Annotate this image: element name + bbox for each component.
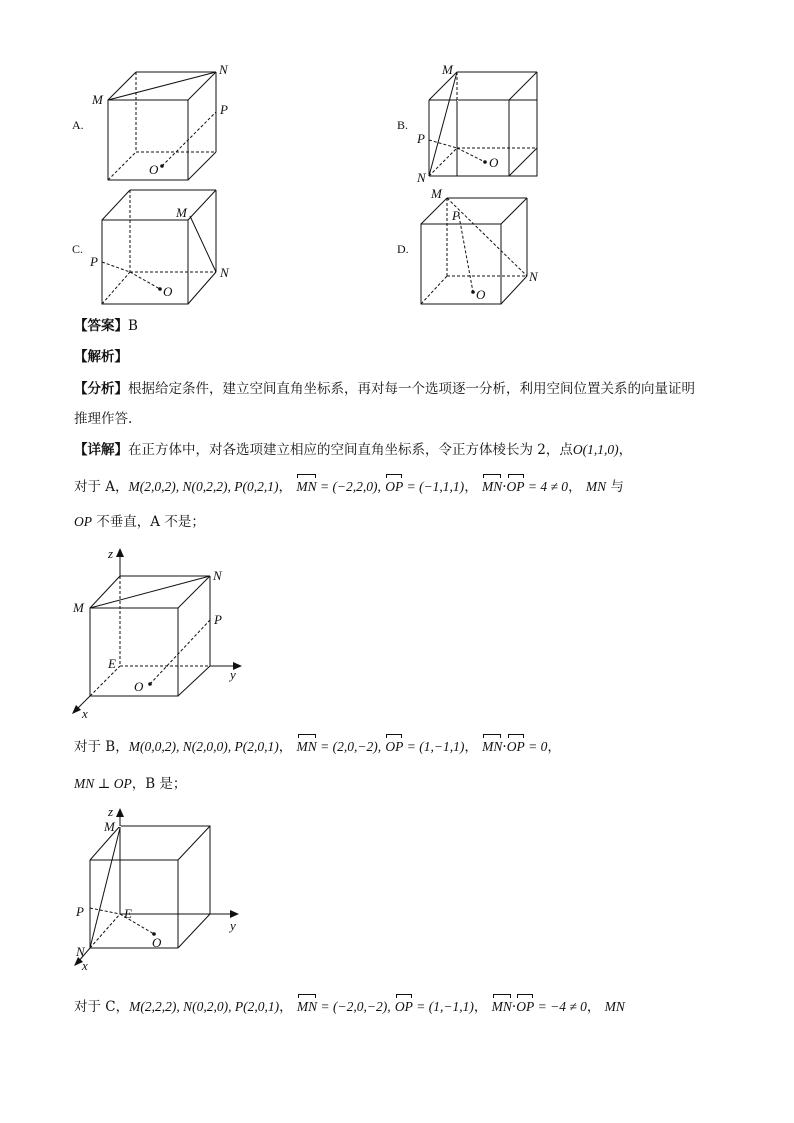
option-a-label: A.	[72, 118, 84, 132]
option-d-figure	[395, 186, 575, 311]
fenxi-tag: 【分析】	[74, 381, 128, 397]
svg-text:N: N	[220, 265, 229, 280]
detail-point: O(1,1,0)	[572, 442, 619, 457]
svg-text:M: M	[176, 205, 187, 220]
case-b-line-2: MN ⊥ OP，B 是；	[74, 776, 187, 792]
svg-text:O: O	[489, 155, 499, 170]
answer-value: B	[128, 318, 138, 334]
svg-text:y: y	[230, 918, 236, 933]
option-b-label: B.	[397, 118, 409, 132]
case-a-line: 对于 A，M(2,0,2), N(0,2,2), P(0,2,1)， MN = (−2,2,0), OP = (−1,1,1)， MN·OP = 4 ≠ 0， MN 与	[74, 479, 624, 495]
answer-line	[74, 316, 138, 336]
detail-line: 【详解】在正方体中，对各选项建立相应的空间直角坐标系，令正方体棱长为 2，点O(1,1,0)，	[74, 442, 633, 458]
svg-text:O: O	[476, 287, 486, 302]
detail-tag: 【详解】	[74, 442, 128, 458]
svg-text:x: x	[82, 958, 88, 973]
option-c-figure	[70, 186, 250, 311]
svg-text:P: P	[452, 208, 460, 223]
fenxi-text-2: 推理作答.	[74, 411, 133, 427]
svg-text:z: z	[108, 546, 114, 561]
svg-text:z: z	[108, 804, 114, 819]
option-c-label: C.	[72, 242, 84, 256]
answer-tag: 【答案】	[74, 318, 128, 334]
fenxi-line	[74, 379, 695, 399]
case-b-line: 对于 B，M(0,0,2), N(2,0,0), P(2,0,1)， MN = (2,0,−2), OP = (1,−1,1)， MN·OP = 0，	[74, 739, 561, 755]
svg-text:N: N	[213, 568, 222, 583]
analysis-tag: 【解析】	[74, 349, 128, 365]
case-c-coords: M(2,2,2), N(0,2,0), P(2,0,1)	[129, 999, 280, 1014]
svg-text:M: M	[431, 186, 442, 201]
vector-op: OP	[385, 477, 403, 497]
svg-text:O: O	[149, 162, 159, 177]
option-b-figure	[395, 62, 575, 187]
svg-text:M: M	[73, 600, 84, 615]
option-a-figure	[70, 62, 250, 187]
svg-text:P: P	[214, 612, 222, 627]
case-b-coords: M(0,0,2), N(2,0,0), P(2,0,1)	[128, 739, 279, 754]
case-a-line-2: OP 不垂直，A 不是；	[74, 514, 205, 530]
option-d-label: D.	[397, 242, 409, 256]
svg-text:O: O	[163, 284, 173, 299]
svg-text:x: x	[82, 706, 88, 721]
svg-text:M: M	[442, 62, 453, 77]
svg-text:N: N	[219, 62, 228, 77]
case-a-coords: M(2,0,2), N(0,2,2), P(0,2,1)	[128, 479, 279, 494]
svg-text:N: N	[417, 170, 426, 185]
svg-text:O: O	[152, 935, 162, 950]
svg-text:P: P	[220, 102, 228, 117]
svg-text:M: M	[104, 819, 115, 834]
coordinate-figure-a	[70, 546, 260, 721]
fenxi-line-2	[74, 409, 132, 429]
svg-text:P: P	[90, 254, 98, 269]
svg-text:P: P	[76, 904, 84, 919]
svg-text:O: O	[134, 679, 144, 694]
detail-text: 在正方体中，对各选项建立相应的空间直角坐标系，令正方体棱长为 2，点	[128, 442, 573, 458]
vector-mn: MN	[296, 477, 316, 497]
svg-text:E: E	[124, 906, 132, 921]
svg-text:P: P	[417, 131, 425, 146]
svg-text:E: E	[108, 656, 116, 671]
coordinate-figure-b	[70, 806, 260, 981]
svg-text:N: N	[529, 269, 538, 284]
fenxi-text-1: 根据给定条件，建立空间直角坐标系，再对每一个选项逐一分析，利用空间位置关系的向量证明	[128, 381, 695, 397]
analysis-line	[74, 347, 128, 367]
svg-text:M: M	[92, 92, 103, 107]
svg-text:y: y	[230, 667, 236, 682]
case-c-line: 对于 C，M(2,2,2), N(0,2,0), P(2,0,1)， MN = (−2,0,−2), OP = (1,−1,1)， MN·OP = −4 ≠ 0， MN	[74, 999, 625, 1015]
svg-text:N: N	[76, 944, 85, 959]
